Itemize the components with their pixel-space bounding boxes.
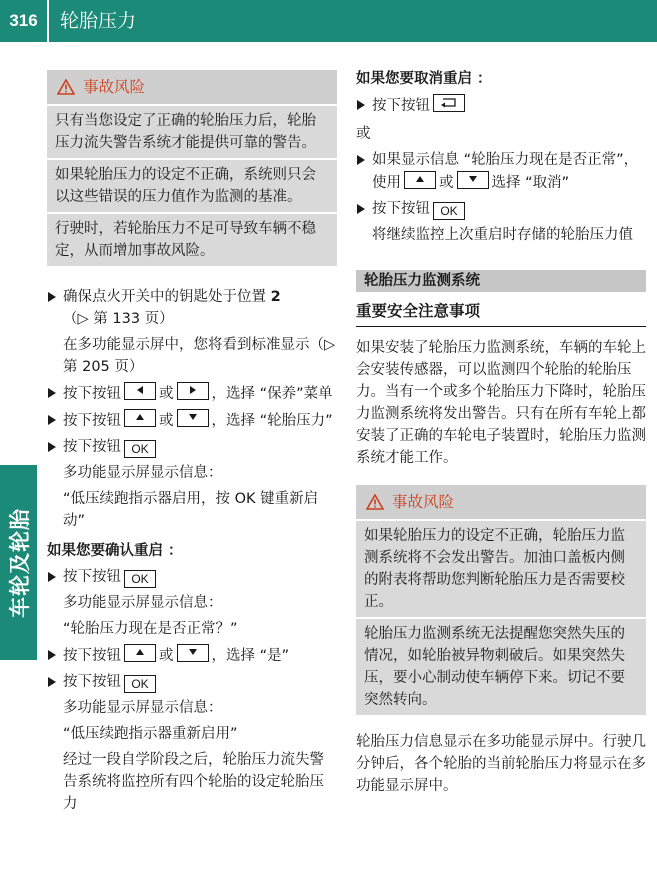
step-text: 按下按钮 <box>372 201 430 217</box>
or-text: 或 <box>159 648 174 664</box>
warning-paragraph: 如果轮胎压力的设定不正确，系统则只会以这些错误的压力值作为监测的基准。 <box>47 158 337 212</box>
step-press-ok <box>47 671 337 693</box>
down-arrow-button-icon <box>177 644 209 662</box>
step-text: 按下按钮 <box>63 413 121 429</box>
header-divider <box>47 0 49 42</box>
warning-header <box>47 70 337 104</box>
bullet-arrow-icon <box>48 415 56 425</box>
right-column <box>356 68 646 797</box>
step-note: 多功能显示屏显示信息： <box>63 700 223 716</box>
step-press-ok <box>47 566 337 588</box>
right-arrow-button-icon <box>177 382 209 400</box>
step-text: ，选择 “是” <box>211 648 290 664</box>
key-position: 2 <box>270 289 281 305</box>
confirm-heading: 如果您要确认重启 ： <box>47 543 183 559</box>
back-button-icon <box>433 94 465 112</box>
warning-paragraph: 只有当您设定了正确的轮胎压力后，轮胎压力流失警告系统才能提供可靠的警告。 <box>47 104 337 158</box>
warning-paragraph: 行驶时，若轮胎压力不足可导致车辆不稳定，从而增加事故风险。 <box>47 212 337 266</box>
up-arrow-button-icon <box>404 171 436 189</box>
step-text: ，选择 “轮胎压力” <box>211 413 333 429</box>
page-title: 轮胎压力 <box>60 10 137 32</box>
bullet-arrow-icon <box>48 650 56 660</box>
step-text: 选择 “取消” <box>491 175 570 191</box>
chapter-tab <box>0 465 37 660</box>
step-note: 多功能显示屏显示信息： <box>63 595 223 611</box>
warning-paragraph: 如果轮胎压力的设定不正确，轮胎压力监测系统将不会发出警告。加油口盖板内侧的附表将帮助您判断轮胎压力是否需要校正。 <box>356 519 646 617</box>
step-text: 按下按钮 <box>63 569 121 585</box>
step-ignition <box>47 286 337 330</box>
left-arrow-button-icon <box>124 382 156 400</box>
or-text: 或 <box>356 126 371 142</box>
step-press-ok <box>47 436 337 458</box>
step-text: 按下按钮 <box>372 98 430 114</box>
step-note: 在多功能显示屏中，您将看到标准显示（▷ 第 205 页） <box>63 337 336 375</box>
or-text: 或 <box>439 175 454 191</box>
bullet-arrow-icon <box>48 677 56 687</box>
step-text: 确保点火开关中的钥匙处于位置 <box>63 289 266 305</box>
step-press-back <box>356 94 646 117</box>
step-press-ok <box>356 198 646 220</box>
cancel-heading: 如果您要取消重启 ： <box>356 71 492 87</box>
bullet-arrow-icon <box>48 388 56 398</box>
step-text: ，选择 “保养”菜单 <box>211 386 333 402</box>
outro-paragraph: 轮胎压力信息显示在多功能显示屏中。行驶几分钟后，各个轮胎的当前轮胎压力将显示在多功能显示屏中。 <box>356 734 646 794</box>
step-select-tire-pressure <box>47 409 337 432</box>
step-select-service <box>47 382 337 405</box>
step-text: 按下按钮 <box>63 674 121 690</box>
bullet-arrow-icon <box>357 100 365 110</box>
warning-triangle-icon <box>366 494 384 510</box>
warning-paragraph: 轮胎压力监测系统无法提醒您突然失压的情况，如轮胎被异物刺破后。如果突然失压，要小心制动使车辆停下来。切记不要突然转向。 <box>356 617 646 715</box>
bullet-arrow-icon <box>48 292 56 302</box>
bullet-arrow-icon <box>48 572 56 582</box>
section-title-bar: 轮胎压力监测系统 <box>356 270 646 292</box>
display-message: “低压续跑指示器启用，按 OK 键重新启动” <box>63 491 319 529</box>
bullet-arrow-icon <box>48 442 56 452</box>
step-note: 经过一段自学阶段之后，轮胎压力流失警告系统将监控所有四个轮胎的设定轮胎压力 <box>63 752 324 812</box>
warning-header <box>356 485 646 519</box>
page-header <box>0 0 657 42</box>
warning-box-left <box>47 70 337 266</box>
step-select-cancel <box>356 149 646 194</box>
bullet-arrow-icon <box>357 155 365 165</box>
or-text: 或 <box>159 413 174 429</box>
step-text: 按下按钮 <box>63 648 121 664</box>
step-select-yes <box>47 644 337 667</box>
display-message: “轮胎压力现在是否正常？” <box>63 621 238 637</box>
ok-button-icon: OK <box>124 675 156 693</box>
ok-button-icon: OK <box>124 440 156 458</box>
display-message: “低压续跑指示器重新启用” <box>63 726 238 742</box>
chapter-tab-label: 车轮及轮胎 <box>7 507 32 618</box>
step-text: 如果显示信息 “轮胎压力现在是否正常”，使用 <box>372 152 639 191</box>
bullet-arrow-icon <box>357 204 365 214</box>
left-column <box>47 70 337 815</box>
intro-paragraph: 如果安装了轮胎压力监测系统，车辆的车轮上会安装传感器，可以监测四个轮胎的轮胎压力。当有一个或多个轮胎压力下降时，轮胎压力监测系统将发出警告。只有在所有车轮上都安装了正确的车轮电子装置时，轮胎压力监测系统才能工作。 <box>356 340 646 466</box>
page-reference: （▷ 第 133 页） <box>63 311 174 327</box>
section-subtitle: 重要安全注意事项 <box>356 300 646 327</box>
step-text: 按下按钮 <box>63 386 121 402</box>
warning-title: 事故风险 <box>83 78 146 96</box>
step-text: 按下按钮 <box>63 439 121 455</box>
warning-triangle-icon <box>57 79 75 95</box>
step-note: 将继续监控上次重启时存储的轮胎压力值 <box>372 227 633 243</box>
down-arrow-button-icon <box>177 409 209 427</box>
warning-box-right <box>356 485 646 715</box>
down-arrow-button-icon <box>457 171 489 189</box>
up-arrow-button-icon <box>124 409 156 427</box>
ok-button-icon: OK <box>124 570 156 588</box>
page-number: 316 <box>9 11 38 30</box>
up-arrow-button-icon <box>124 644 156 662</box>
step-note: 多功能显示屏显示信息： <box>63 465 223 481</box>
warning-title: 事故风险 <box>392 493 455 511</box>
ok-button-icon: OK <box>433 202 465 220</box>
or-text: 或 <box>159 386 174 402</box>
